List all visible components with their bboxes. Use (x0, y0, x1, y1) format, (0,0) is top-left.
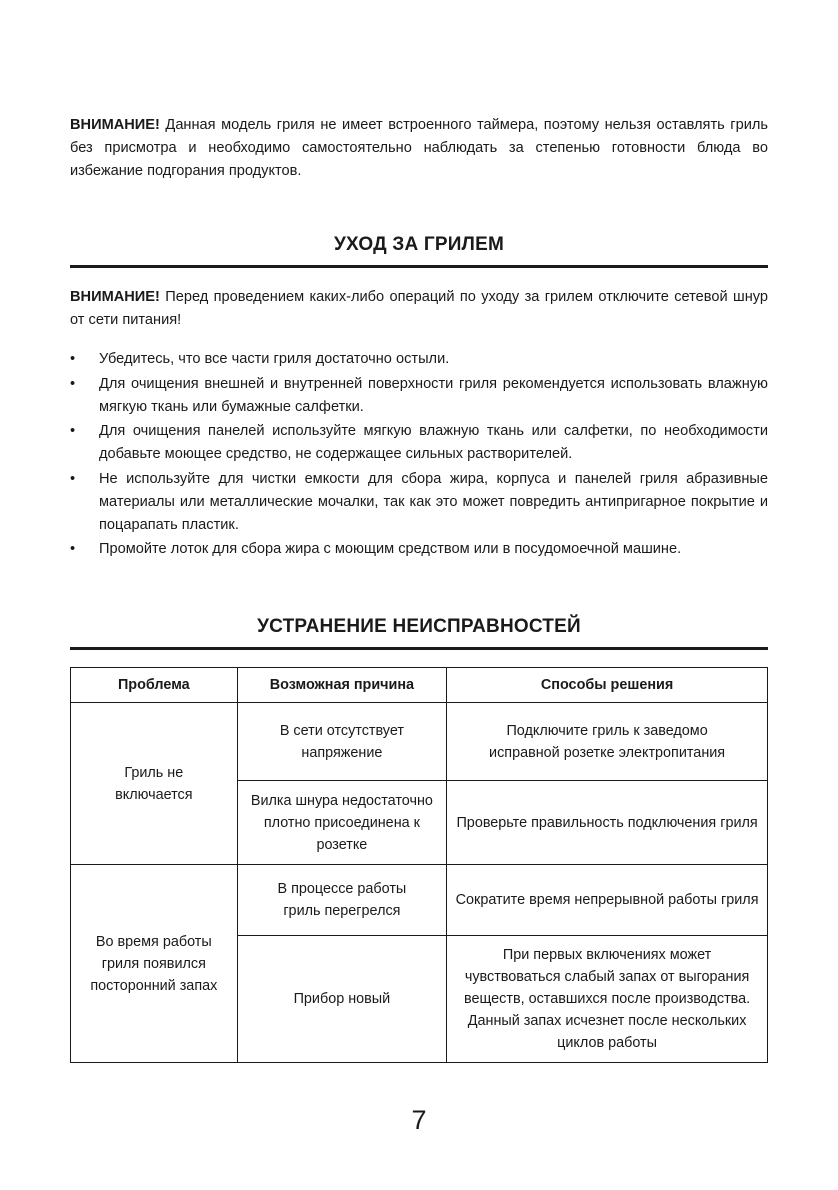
list-item-text: Не используйте для чистки емкости для сбора жира, корпуса и панелей гриля абразивные материалы или металлические мочалки, так как это может повредить антипригарное покрытие и поцарапать пластик. (99, 470, 768, 533)
warning-text: Данная модель гриля не имеет встроенного таймера, поэтому нельзя оставлять гриль без присмотра и необходимо самостоятельно наблюдать за степенью готовности блюда во избежание подгорания продуктов. (70, 117, 768, 179)
cause-cell: Вилка шнура недостаточно плотно присоединена к розетке (237, 781, 447, 865)
list-item-text: Для очищения панелей используйте мягкую влажную ткань или салфетки, по необходимости добавьте моющее средство, не содержащее сильных растворителей. (99, 423, 768, 462)
list-item-text: Для очищения внешней и внутренней поверхности гриля рекомендуется использовать влажную мягкую ткань или бумажные салфетки. (99, 375, 768, 415)
warning-label: ВНИМАНИЕ! (70, 117, 160, 133)
cause-cell: Прибор новый (237, 936, 447, 1063)
care-section-title: УХОД ЗА ГРИЛЕМ (334, 234, 504, 255)
page-number: 7 (411, 1105, 427, 1135)
care-instructions-list (70, 348, 768, 563)
problem-text: Во время работы гриля появился посторонний запах (90, 933, 218, 994)
list-item-text: Убедитесь, что все части гриля достаточно остыли. (99, 351, 450, 367)
bullet-icon: • (70, 423, 76, 439)
table-row (71, 865, 768, 936)
bullet-icon: • (70, 541, 76, 557)
problem-cell (71, 865, 238, 1063)
list-item (70, 348, 768, 371)
table-row (71, 703, 768, 781)
problem-cell (71, 703, 238, 865)
list-item-text: Промойте лоток для сбора жира с моющим средством или в посудомоечной машине. (99, 541, 682, 557)
problem-text: Гриль не включается (115, 764, 193, 803)
cause-cell: В процессе работы гриль перегрелся (237, 865, 447, 936)
column-header-problem: Проблема (71, 668, 238, 703)
troubleshooting-section-title: УСТРАНЕНИЕ НЕИСПРАВНОСТЕЙ (257, 616, 581, 637)
list-item (70, 468, 768, 537)
bullet-icon: • (70, 351, 76, 367)
section-divider (70, 647, 768, 650)
solution-cell: Сократите время непрерывной работы гриля (447, 865, 768, 936)
warning-label: ВНИМАНИЕ! (70, 289, 160, 305)
column-header-solution: Способы решения (447, 668, 768, 703)
timer-warning-paragraph (70, 114, 768, 183)
table-header-row (71, 668, 768, 703)
solution-cell: Подключите гриль к заведомо исправной розетке электропитания (447, 703, 768, 781)
solution-cell: Проверьте правильность подключения гриля (447, 781, 768, 865)
cause-cell: В сети отсутствует напряжение (237, 703, 447, 781)
solution-cell: При первых включениях может чувствоваться слабый запах от выгорания веществ, оставшихся после производства. Данный запах исчезнет после нескольких циклов работы (447, 936, 768, 1063)
column-header-cause: Возможная причина (237, 668, 447, 703)
care-warning-paragraph (70, 286, 768, 332)
list-item (70, 538, 768, 561)
bullet-icon: • (70, 375, 76, 392)
section-divider (70, 265, 768, 268)
bullet-icon: • (70, 470, 76, 487)
warning-text: Перед проведением каких-либо операций по уходу за грилем отключите сетевой шнур от сети питания! (70, 289, 768, 328)
list-item (70, 420, 768, 466)
list-item (70, 373, 768, 419)
troubleshooting-table (70, 667, 768, 1063)
